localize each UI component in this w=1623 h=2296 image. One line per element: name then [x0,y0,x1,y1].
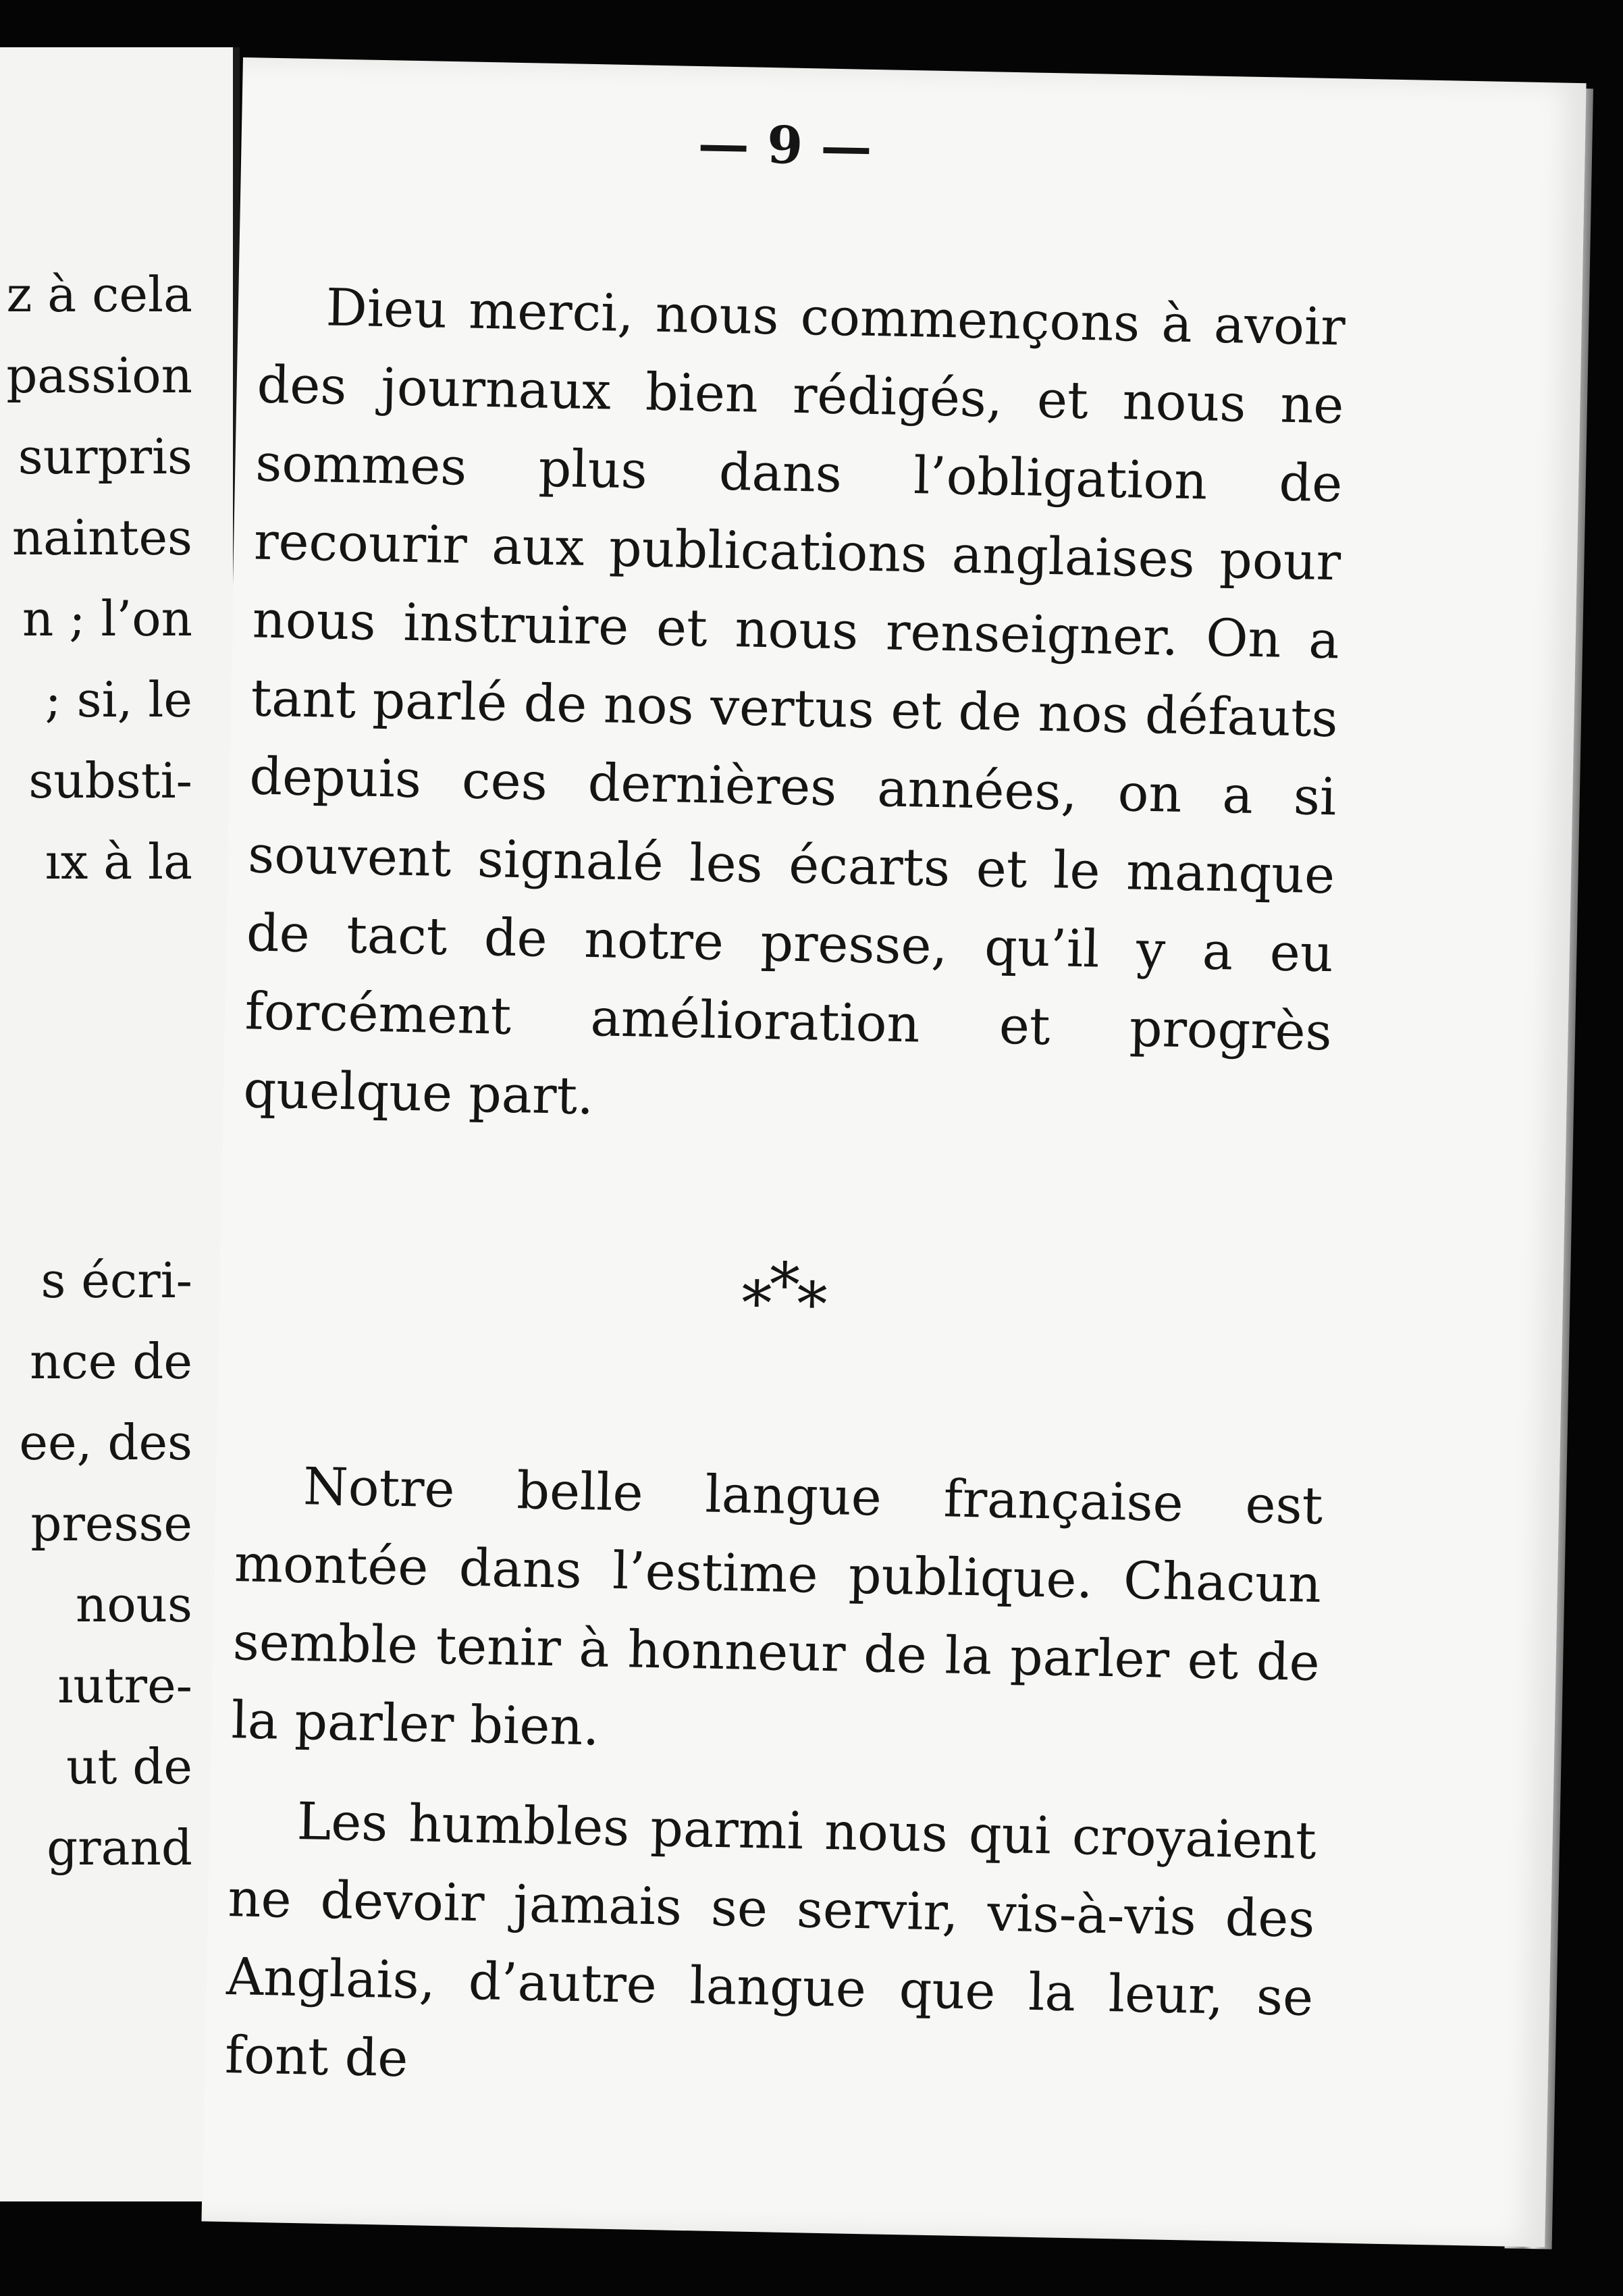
left-line: s écri- [41,1252,192,1309]
left-line: z à cela [6,266,192,323]
left-line: nous [75,1576,192,1633]
page-number: — 9 — [697,113,873,177]
left-line: ut de [66,1738,192,1795]
left-line: ee, des [19,1414,192,1471]
left-line: nce de [30,1333,192,1390]
asterism-ornament [239,1249,1327,1345]
left-line: n ; l’on [22,590,192,647]
left-line: ıx à la [45,833,192,890]
left-line: ıutre- [57,1657,192,1714]
left-line: presse [30,1495,192,1552]
left-line: grand [47,1819,192,1876]
asterisk-middle: * [768,1249,798,1322]
left-line: passion [6,347,192,404]
left-line: ; si, le [45,671,192,728]
paragraph: Dieu merci, nous commençons à avoir des journaux bien rédigés, et nous ne sommes plus dans l’obligation de recourir aux publications anglaises pour nous instruire et nous renseigner. On a tant parlé de nos vertus et de nos défauts depuis ces dernières années, on a si souvent signalé les écarts et le manque de tact de notre presse, qu’il y a eu forcément amélioration et progrès quelque part. [242,277,1346,1126]
asterisk-right: * [796,1269,826,1340]
paragraph: Les humbles parmi nous qui croyaient ne devoir jamais se servir, vis-à-vis des Anglais, d’autre langue que la leur, se font de [224,1791,1317,2089]
paragraph: Notre belle langue française est montée dans l’estime publique. Chacun semble tenir à honneur de la parler et de la parler bien. [230,1456,1323,1757]
asterisk-left: * [741,1268,770,1340]
left-line: surpris [18,428,192,485]
left-line: substi- [28,752,192,809]
left-facing-page [0,47,240,2201]
main-page [201,57,1586,2247]
left-page-text [0,47,192,2201]
page-body [224,193,1348,2115]
left-line: naintes [11,509,192,566]
